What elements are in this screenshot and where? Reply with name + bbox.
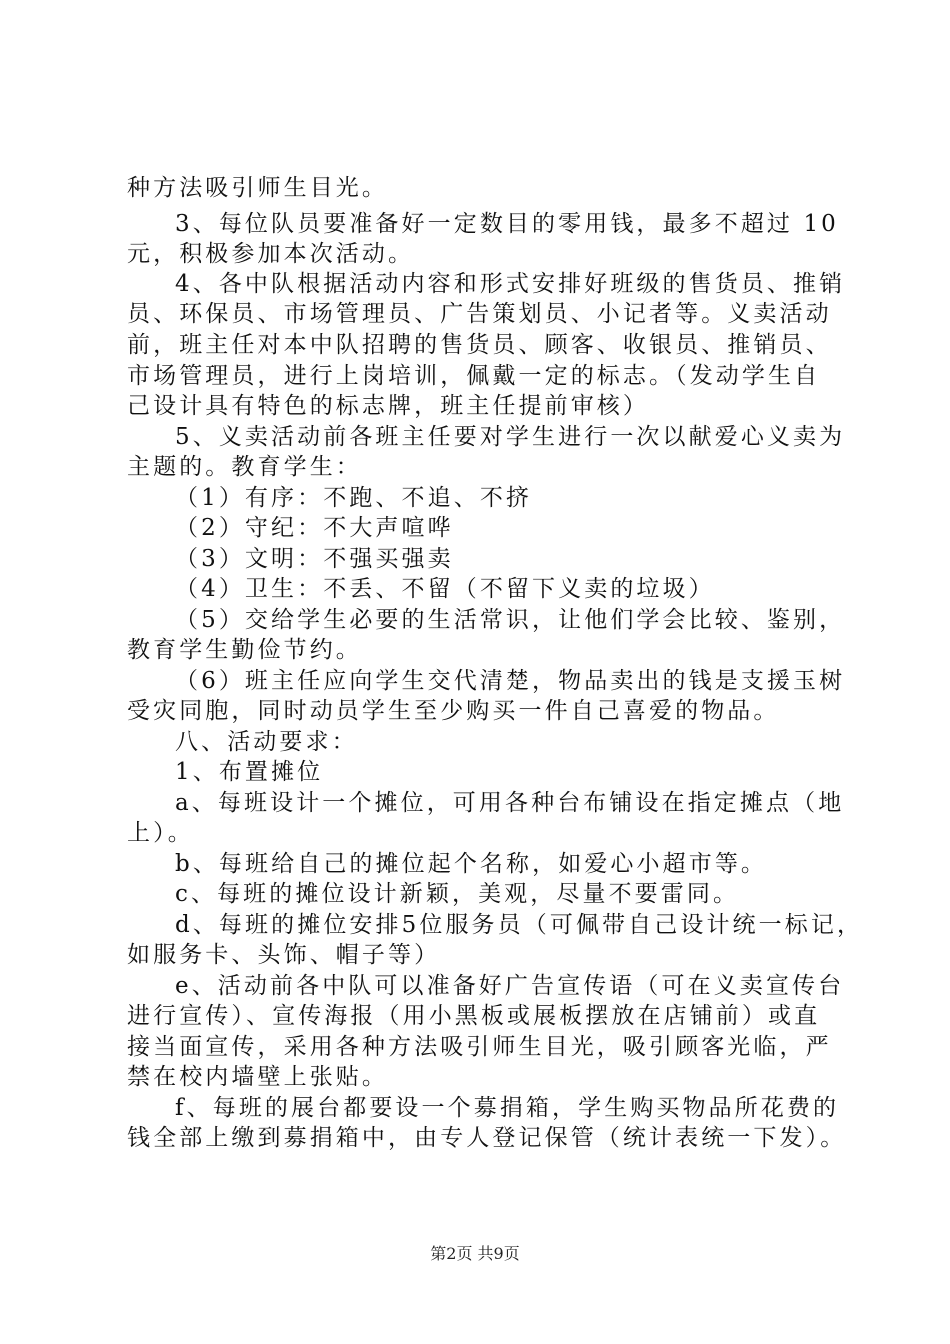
text-line: （3）文明：不强买强卖 [175,546,454,572]
text-line: d、每班的摊位安排5位服务员（可佩带自己设计统一标记， [175,912,864,938]
text-line: 八、活动要求： [175,729,358,755]
text-line: （6）班主任应向学生交代清楚，物品卖出的钱是支援玉树 [175,668,846,694]
text-line: 主题的。教育学生： [127,454,362,480]
text-line: 员、环保员、市场管理员、广告策划员、小记者等。义卖活动 [127,301,832,327]
text-line: 元，积极参加本次活动。 [127,241,415,267]
text-line: 种方法吸引师生目光。 [127,175,388,201]
text-line: 受灾同胞，同时动员学生至少购买一件自己喜爱的物品。 [127,698,780,724]
text-line: 进行宣传）、宣传海报（用小黑板或展板摆放在店铺前）或直 [127,1003,821,1029]
text-line: e、活动前各中队可以准备好广告宣传语（可在义卖宣传台 [175,973,845,999]
text-line: 禁在校内墙壁上张贴。 [127,1064,388,1090]
text-line: 教育学生勤俭节约。 [127,637,362,663]
text-line: 如服务卡、头饰、帽子等） [127,942,441,968]
text-line: 1、布置摊位 [175,759,324,785]
text-line: （5）交给学生必要的生活常识，让他们学会比较、鉴别， [175,607,846,633]
text-line: 钱全部上缴到募捐箱中，由专人登记保管（统计表统一下发）。 [127,1125,847,1151]
text-line: f、每班的展台都要设一个募捐箱，学生购买物品所花费的 [175,1095,840,1121]
text-line: b、每班给自己的摊位起个名称，如爱心小超市等。 [175,851,768,877]
page-number-footer: 第2页 共9页 [430,1244,520,1263]
text-line: 4、各中队根据活动内容和形式安排好班级的售货员、推销 [175,271,846,297]
text-line: 前，班主任对本中队招聘的售货员、顾客、收银员、推销员、 [127,332,832,358]
text-line: 己设计具有特色的标志牌，班主任提前审核） [127,393,649,419]
text-line: 接当面宣传，采用各种方法吸引师生目光，吸引顾客光临，严 [127,1034,832,1060]
text-line: （4）卫生：不丢、不留（不留下义卖的垃圾） [175,576,715,602]
text-line: 5、义卖活动前各班主任要对学生进行一次以献爱心义卖为 [175,424,846,450]
text-line: a、每班设计一个摊位，可用各种台布铺设在指定摊点（地 [175,790,845,816]
text-line: c、每班的摊位设计新颖，美观，尽量不要雷同。 [175,881,740,907]
text-line: 3、每位队员要准备好一定数目的零用钱，最多不超过 10 [175,211,839,237]
text-line: 上）。 [127,820,194,846]
text-line: 市场管理员，进行上岗培训，佩戴一定的标志。（发动学生自 [127,363,821,389]
text-line: （1）有序：不跑、不追、不挤 [175,485,533,511]
text-line: （2）守纪：不大声喧哗 [175,515,454,541]
